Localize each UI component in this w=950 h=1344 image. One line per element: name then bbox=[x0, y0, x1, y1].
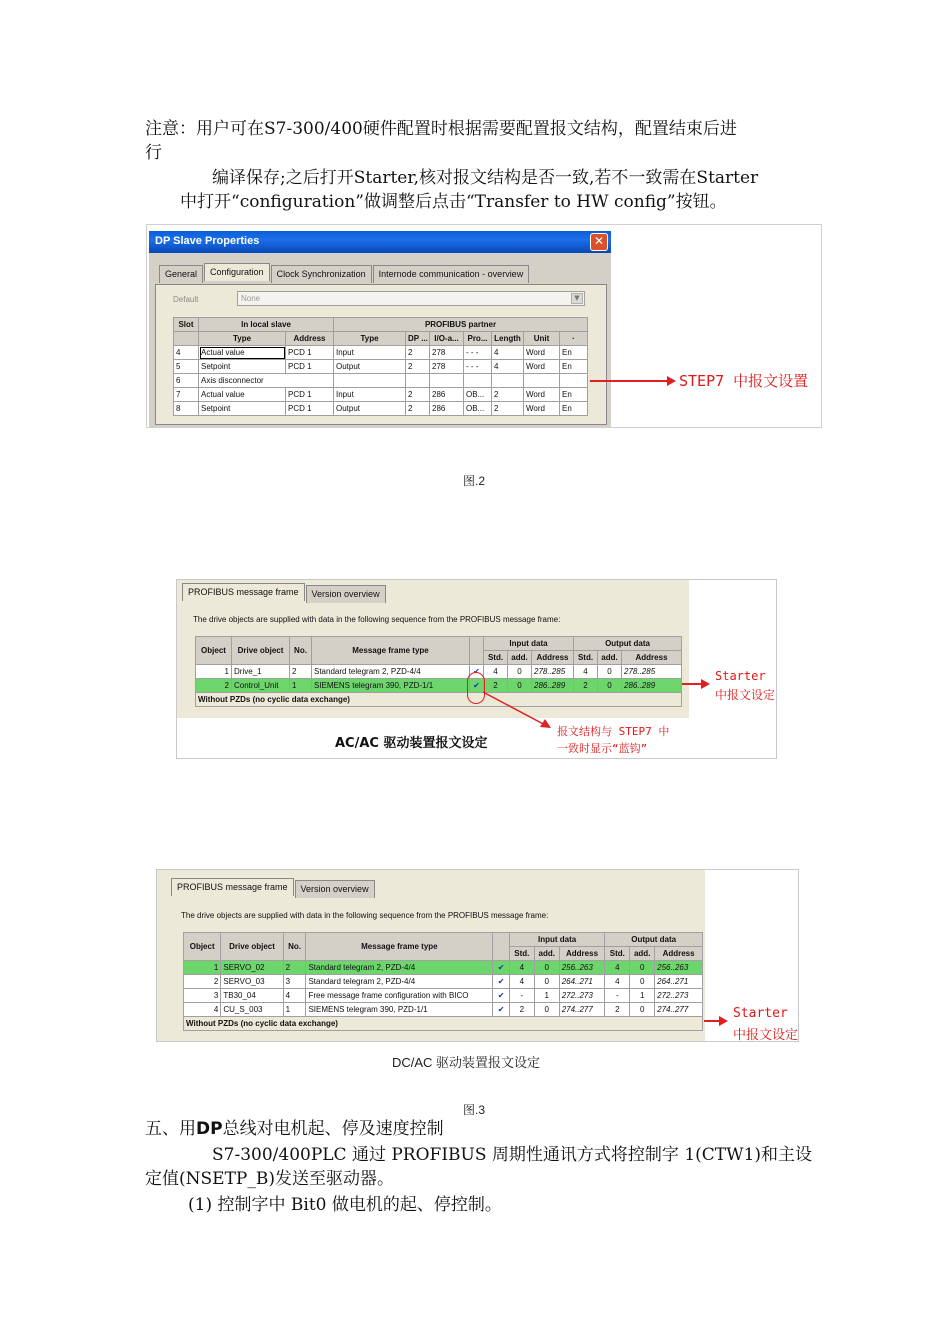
dp-slave-window bbox=[149, 231, 611, 427]
table-row[interactable]: 3 TB30_04 4 Free message frame configuration with BICO ✔ - 1 272..273 - 1 272..273 bbox=[184, 989, 703, 1003]
default-label: Default bbox=[173, 295, 199, 304]
col-more: · bbox=[560, 332, 588, 346]
table-row[interactable]: 4 Actual value PCD 1 Input 2 278 - - - 4 Word En bbox=[174, 346, 588, 360]
annotation-arrow-line bbox=[682, 683, 702, 685]
paragraph-note-line1: 注意：用户可在S7-300/400硬件配置时根据需要配置报文结构，配置结束后进 bbox=[145, 119, 737, 139]
note-line1: 报文结构与 STEP7 中 bbox=[557, 725, 670, 738]
col-output-data: Output data bbox=[574, 637, 682, 651]
default-select-value: None bbox=[241, 294, 261, 303]
message-frame-table: Object Drive object No. Message frame type Input data Output data Std. add. Address Std. add. Address 1 Drive_1 2 Standard telegram 2, PZD-4/4 ✔ 4 0 278..285 4 0 278..285 2 Control_Unit 1 SIEMENS telegram 390, PZD-1/1 ✔ 2 0 286..289 2 0 286..289 Without PZDs (no cyclic data exchange) bbox=[195, 636, 682, 707]
annotation-starter-setting: 中报文设定 bbox=[733, 1028, 799, 1042]
check-icon: ✔ bbox=[470, 679, 484, 693]
col-drive-object: Drive object bbox=[232, 637, 290, 665]
col-drive-object: Drive object bbox=[221, 933, 283, 961]
tab-bar bbox=[182, 585, 387, 603]
annotation-starter: Starter bbox=[733, 1006, 788, 1021]
default-select[interactable] bbox=[237, 291, 585, 306]
close-icon[interactable]: ✕ bbox=[590, 233, 608, 251]
table-row[interactable]: 2 Control_Unit 1 SIEMENS telegram 390, PZD-1/1 ✔ 2 0 286..289 2 0 286..289 bbox=[196, 679, 682, 693]
section5-bold: DP bbox=[196, 1119, 223, 1139]
col-profibus-partner: PROFIBUS partner bbox=[334, 318, 588, 332]
col-object: Object bbox=[196, 637, 232, 665]
table-row[interactable]: 7 Actual value PCD 1 Input 2 286 OB... 2 Word En bbox=[174, 388, 588, 402]
col-no: No. bbox=[290, 637, 312, 665]
table-row[interactable]: 4 CU_S_003 1 SIEMENS telegram 390, PZD-1/1 ✔ 2 0 274..277 2 0 274..277 bbox=[184, 1003, 703, 1017]
paragraph-plc-line1: S7-300/400PLC 通过 PROFIBUS 周期性通讯方式将控制字 1(CTW1)和主设 bbox=[212, 1145, 813, 1165]
col-length: Length bbox=[492, 332, 524, 346]
col-input-data: Input data bbox=[509, 933, 604, 947]
check-icon: ✔ bbox=[470, 665, 484, 679]
tab-internode-communication[interactable]: Internode communication - overview bbox=[373, 265, 530, 283]
table-row[interactable]: 5 Setpoint PCD 1 Output 2 278 - - - 4 Word En bbox=[174, 360, 588, 374]
col-in-local-slave: In local slave bbox=[199, 318, 334, 332]
arrow-right-icon bbox=[719, 1016, 728, 1026]
col-dp: DP ... bbox=[406, 332, 430, 346]
figure2-caption: 图.2 bbox=[463, 474, 486, 488]
paragraph-save-line2: 中打开“configuration”做调整后点击“Transfer to HW config”按钮。 bbox=[180, 192, 727, 212]
check-icon: ✔ bbox=[493, 989, 510, 1003]
tab-bar bbox=[171, 880, 376, 898]
slave-config-table bbox=[173, 317, 588, 416]
check-icon: ✔ bbox=[493, 975, 510, 989]
paragraph-bit0: (1) 控制字中 Bit0 做电机的起、停控制。 bbox=[188, 1195, 502, 1215]
tab-version-overview[interactable]: Version overview bbox=[306, 585, 386, 603]
table-row[interactable]: 1 SERVO_02 2 Standard telegram 2, PZD-4/4 ✔ 4 0 256..263 4 0 256..263 bbox=[184, 961, 703, 975]
col-output-data: Output data bbox=[605, 933, 703, 947]
section5-heading bbox=[145, 1117, 444, 1141]
tab-profibus-message-frame[interactable]: PROFIBUS message frame bbox=[171, 878, 294, 896]
col-message-frame-type: Message frame type bbox=[312, 637, 470, 665]
tab-general[interactable]: General bbox=[159, 265, 203, 283]
annotation-step7: STEP7 中报文设置 bbox=[679, 372, 809, 390]
tab-bar bbox=[159, 265, 530, 283]
arrow-right-icon bbox=[701, 679, 710, 689]
arrow-right-icon bbox=[667, 376, 676, 386]
annotation-arrow-line bbox=[704, 1020, 720, 1022]
chevron-down-icon[interactable]: ▼ bbox=[571, 293, 583, 304]
figure-dcac-message-frame bbox=[156, 869, 799, 1042]
paragraph-save-line1: 编译保存;之后打开Starter,核对报文结构是否一致,若不一致需在Starter bbox=[212, 168, 759, 188]
tab-profibus-message-frame[interactable]: PROFIBUS message frame bbox=[182, 583, 305, 601]
col-slot: Slot bbox=[174, 318, 199, 332]
message-frame-table: Object Drive object No. Message frame type Input data Output data Std. add. Address Std. add. Address 1 SERVO_02 2 Standard telegram 2, PZD-4/4 ✔ 4 0 256..263 4 0 256..263 2 SERVO_03 3 Standard telegram 2, PZD-4/4 ✔ 4 0 264..271 4 0 264..271 3 TB30_04 4 Free message frame configuration with BICO ✔ - 1 272..273 - 1 272..273 4 CU_S_003 1 SIEMENS telegram 390, PZD-1/1 ✔ 2 0 274..277 2 0 274..277 Without PZDs (no cyclic data exchange) bbox=[183, 932, 703, 1031]
table-row[interactable]: 1 Drive_1 2 Standard telegram 2, PZD-4/4 ✔ 4 0 278..285 4 0 278..285 bbox=[196, 665, 682, 679]
col-object: Object bbox=[184, 933, 221, 961]
intro-text: The drive objects are supplied with data in the following sequence from the PROFIBUS message frame: bbox=[193, 615, 561, 624]
col-unit: Unit bbox=[524, 332, 560, 346]
intro-text: The drive objects are supplied with data in the following sequence from the PROFIBUS message frame: bbox=[181, 911, 549, 920]
section5-suffix: 总线对电机起、停及速度控制 bbox=[222, 1119, 444, 1139]
col-message-frame-type: Message frame type bbox=[306, 933, 493, 961]
section5-prefix: 五、用 bbox=[145, 1119, 196, 1139]
tab-configuration[interactable]: Configuration bbox=[204, 263, 270, 281]
col-partner-type: Type bbox=[334, 332, 406, 346]
table-row[interactable]: Without PZDs (no cyclic data exchange) bbox=[196, 693, 682, 707]
note-line2: 一致时显示“蓝钩” bbox=[557, 742, 648, 755]
figure-caption-dcac: DC/AC 驱动装置报文设定 bbox=[392, 1055, 541, 1070]
table-row[interactable]: 2 SERVO_03 3 Standard telegram 2, PZD-4/4 ✔ 4 0 264..271 4 0 264..271 bbox=[184, 975, 703, 989]
table-row[interactable]: Without PZDs (no cyclic data exchange) bbox=[184, 1017, 703, 1031]
col-input-data: Input data bbox=[484, 637, 574, 651]
check-icon: ✔ bbox=[493, 961, 510, 975]
col-io-address: I/O-a... bbox=[430, 332, 464, 346]
window-title: DP Slave Properties bbox=[149, 231, 611, 253]
check-icon: ✔ bbox=[493, 1003, 510, 1017]
figure-dp-slave-properties bbox=[146, 224, 822, 428]
inner-caption-acac: AC/AC 驱动装置报文设定 bbox=[335, 736, 488, 751]
paragraph-note-line2: 行 bbox=[145, 143, 162, 163]
col-address: Address bbox=[286, 332, 334, 346]
tab-clock-synchronization[interactable]: Clock Synchronization bbox=[271, 265, 372, 283]
annotation-starter: Starter bbox=[715, 669, 766, 683]
figure-acac-message-frame bbox=[176, 579, 777, 759]
paragraph-plc-line2: 定值(NSETP_B)发送至驱动器。 bbox=[145, 1169, 394, 1189]
note-arrow bbox=[477, 688, 557, 734]
annotation-starter-setting: 中报文设定 bbox=[715, 688, 776, 702]
figure3-caption: 图.3 bbox=[463, 1103, 486, 1117]
annotation-arrow-line bbox=[590, 380, 669, 382]
tab-version-overview[interactable]: Version overview bbox=[295, 880, 375, 898]
col-no: No. bbox=[283, 933, 306, 961]
table-row[interactable]: 8 Setpoint PCD 1 Output 2 286 OB... 2 Word En bbox=[174, 402, 588, 416]
table-row[interactable]: 6 Axis disconnector bbox=[174, 374, 588, 388]
col-type: Type bbox=[199, 332, 286, 346]
col-pro: Pro... bbox=[464, 332, 492, 346]
